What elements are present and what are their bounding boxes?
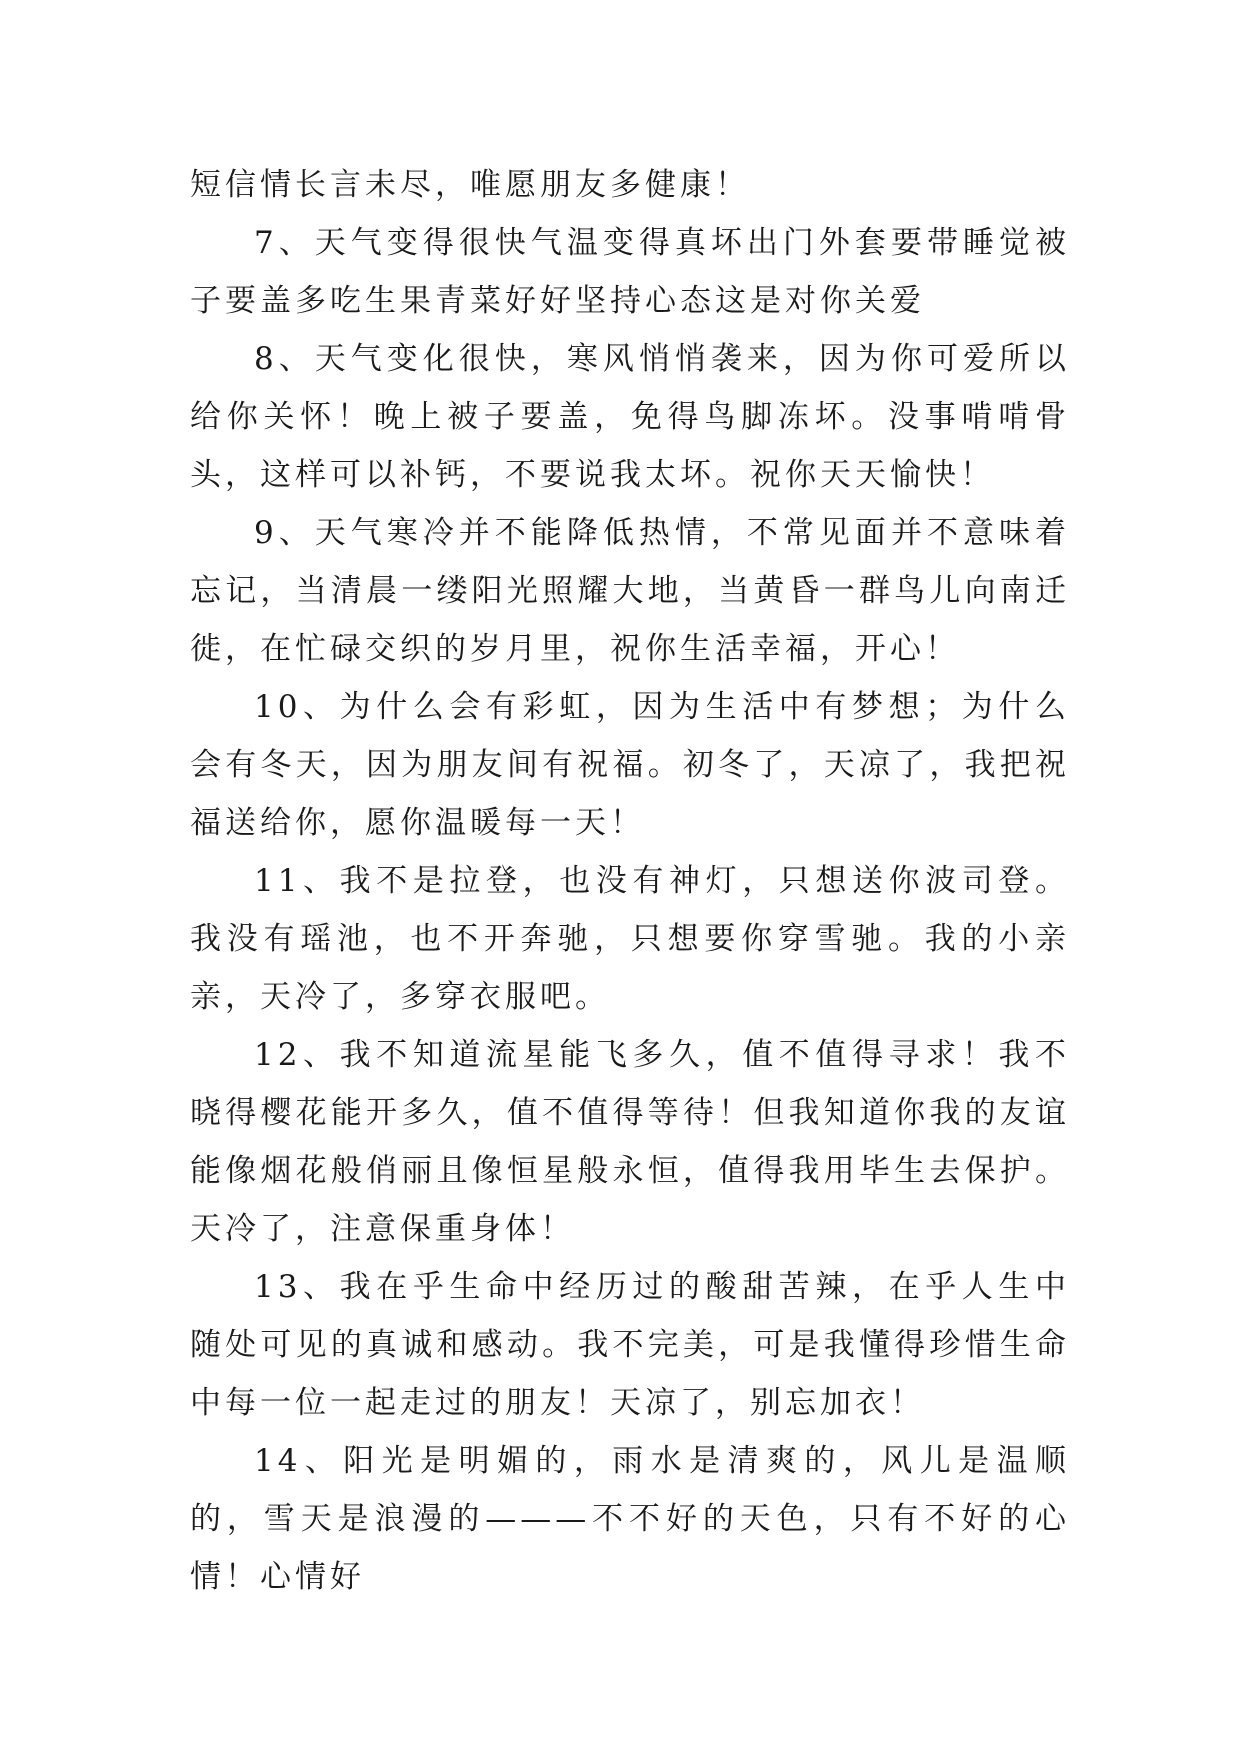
paragraph-item-8: 8、天气变化很快，寒风悄悄袭来，因为你可爱所以给你关怀！晚上被子要盖，免得鸟脚冻坏。没事啃啃骨头，这样可以补钙，不要说我太坏。祝你天天愉快！: [190, 341, 1070, 493]
paragraph-item-10: 10、为什么会有彩虹，因为生活中有梦想；为什么会有冬天，因为朋友间有祝福。初冬了，天凉了，我把祝福送给你，愿你温暖每一天！: [190, 689, 1070, 841]
document-body: [190, 156, 1070, 1606]
paragraph-item-9: 9、天气寒冷并不能降低热情，不常见面并不意味着忘记，当清晨一缕阳光照耀大地，当黄昏一群鸟儿向南迁徙，在忙碌交织的岁月里，祝你生活幸福，开心！: [190, 515, 1070, 667]
paragraph-item-13: 13、我在乎生命中经历过的酸甜苦辣，在乎人生中随处可见的真诚和感动。我不完美，可是我懂得珍惜生命中每一位一起走过的朋友！天凉了，别忘加衣！: [190, 1269, 1070, 1421]
paragraph-item-7: 7、天气变得很快气温变得真坏出门外套要带睡觉被子要盖多吃生果青菜好好坚持心态这是对你关爱: [190, 225, 1070, 319]
paragraph-item-12: 12、我不知道流星能飞多久，值不值得寻求！我不晓得樱花能开多久，值不值得等待！但我知道你我的友谊能像烟花般俏丽且像恒星般永恒，值得我用毕生去保护。天冷了，注意保重身体！: [190, 1037, 1070, 1247]
paragraph-continuation: 短信情长言未尽，唯愿朋友多健康！: [190, 167, 750, 203]
paragraph-item-14: 14、阳光是明媚的，雨水是清爽的，风儿是温顺的，雪天是浪漫的———不不好的天色，只有不好的心情！心情好: [190, 1443, 1070, 1595]
paragraph-item-11: 11、我不是拉登，也没有神灯，只想送你波司登。我没有瑶池，也不开奔驰，只想要你穿雪驰。我的小亲亲，天冷了，多穿衣服吧。: [190, 863, 1070, 1015]
